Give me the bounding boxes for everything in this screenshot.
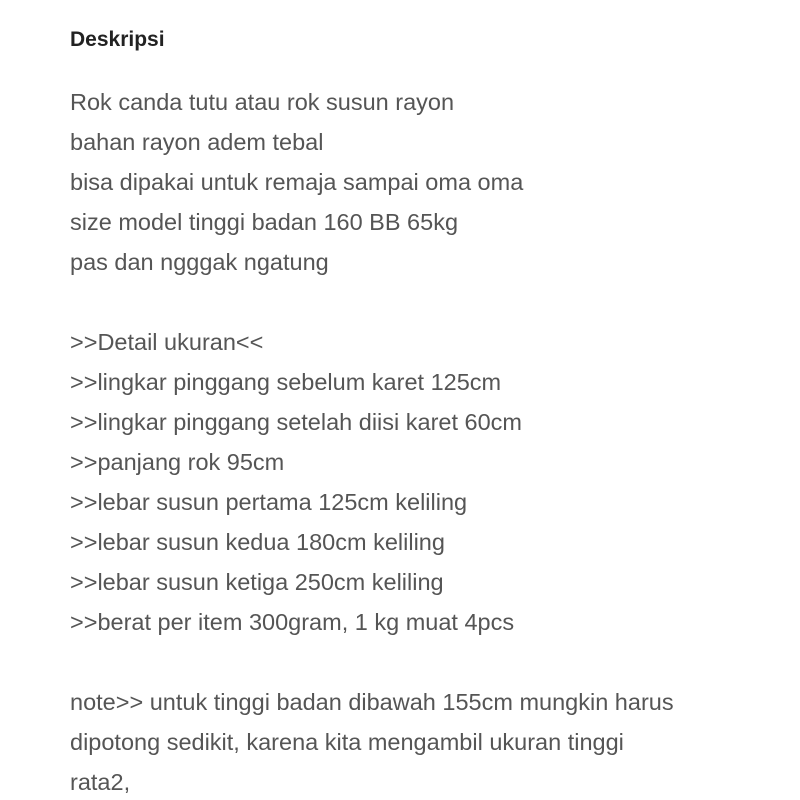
note-line: rata2,: [70, 769, 131, 795]
detail-line: >>lebar susun kedua 180cm keliling: [70, 529, 445, 555]
detail-line: >>panjang rok 95cm: [70, 449, 285, 475]
detail-line: >>berat per item 300gram, 1 kg muat 4pcs: [70, 609, 515, 635]
detail-line: >>Detail ukuran<<: [70, 329, 264, 355]
note-paragraph: [70, 682, 770, 800]
note-line: note>> untuk tinggi badan dibawah 155cm mungkin harus: [70, 689, 674, 715]
size-details-paragraph: [70, 322, 770, 642]
section-title: Deskripsi: [70, 28, 165, 51]
detail-line: >>lebar susun pertama 125cm keliling: [70, 489, 468, 515]
description-line: Rok canda tutu atau rok susun rayon: [70, 89, 455, 115]
description-line: size model tinggi badan 160 BB 65kg: [70, 209, 459, 235]
description-line: bisa dipakai untuk remaja sampai oma oma: [70, 169, 524, 195]
description-line: pas dan ngggak ngatung: [70, 249, 329, 275]
detail-line: >>lebar susun ketiga 250cm keliling: [70, 569, 444, 595]
description-body: [70, 82, 770, 800]
detail-line: >>lingkar pinggang setelah diisi karet 60cm: [70, 409, 522, 435]
description-line: bahan rayon adem tebal: [70, 129, 324, 155]
detail-line: >>lingkar pinggang sebelum karet 125cm: [70, 369, 502, 395]
paragraph-spacer: [70, 282, 770, 322]
paragraph-spacer: [70, 642, 770, 682]
note-line: dipotong sedikit, karena kita mengambil ukuran tinggi: [70, 729, 624, 755]
intro-paragraph: [70, 82, 770, 282]
